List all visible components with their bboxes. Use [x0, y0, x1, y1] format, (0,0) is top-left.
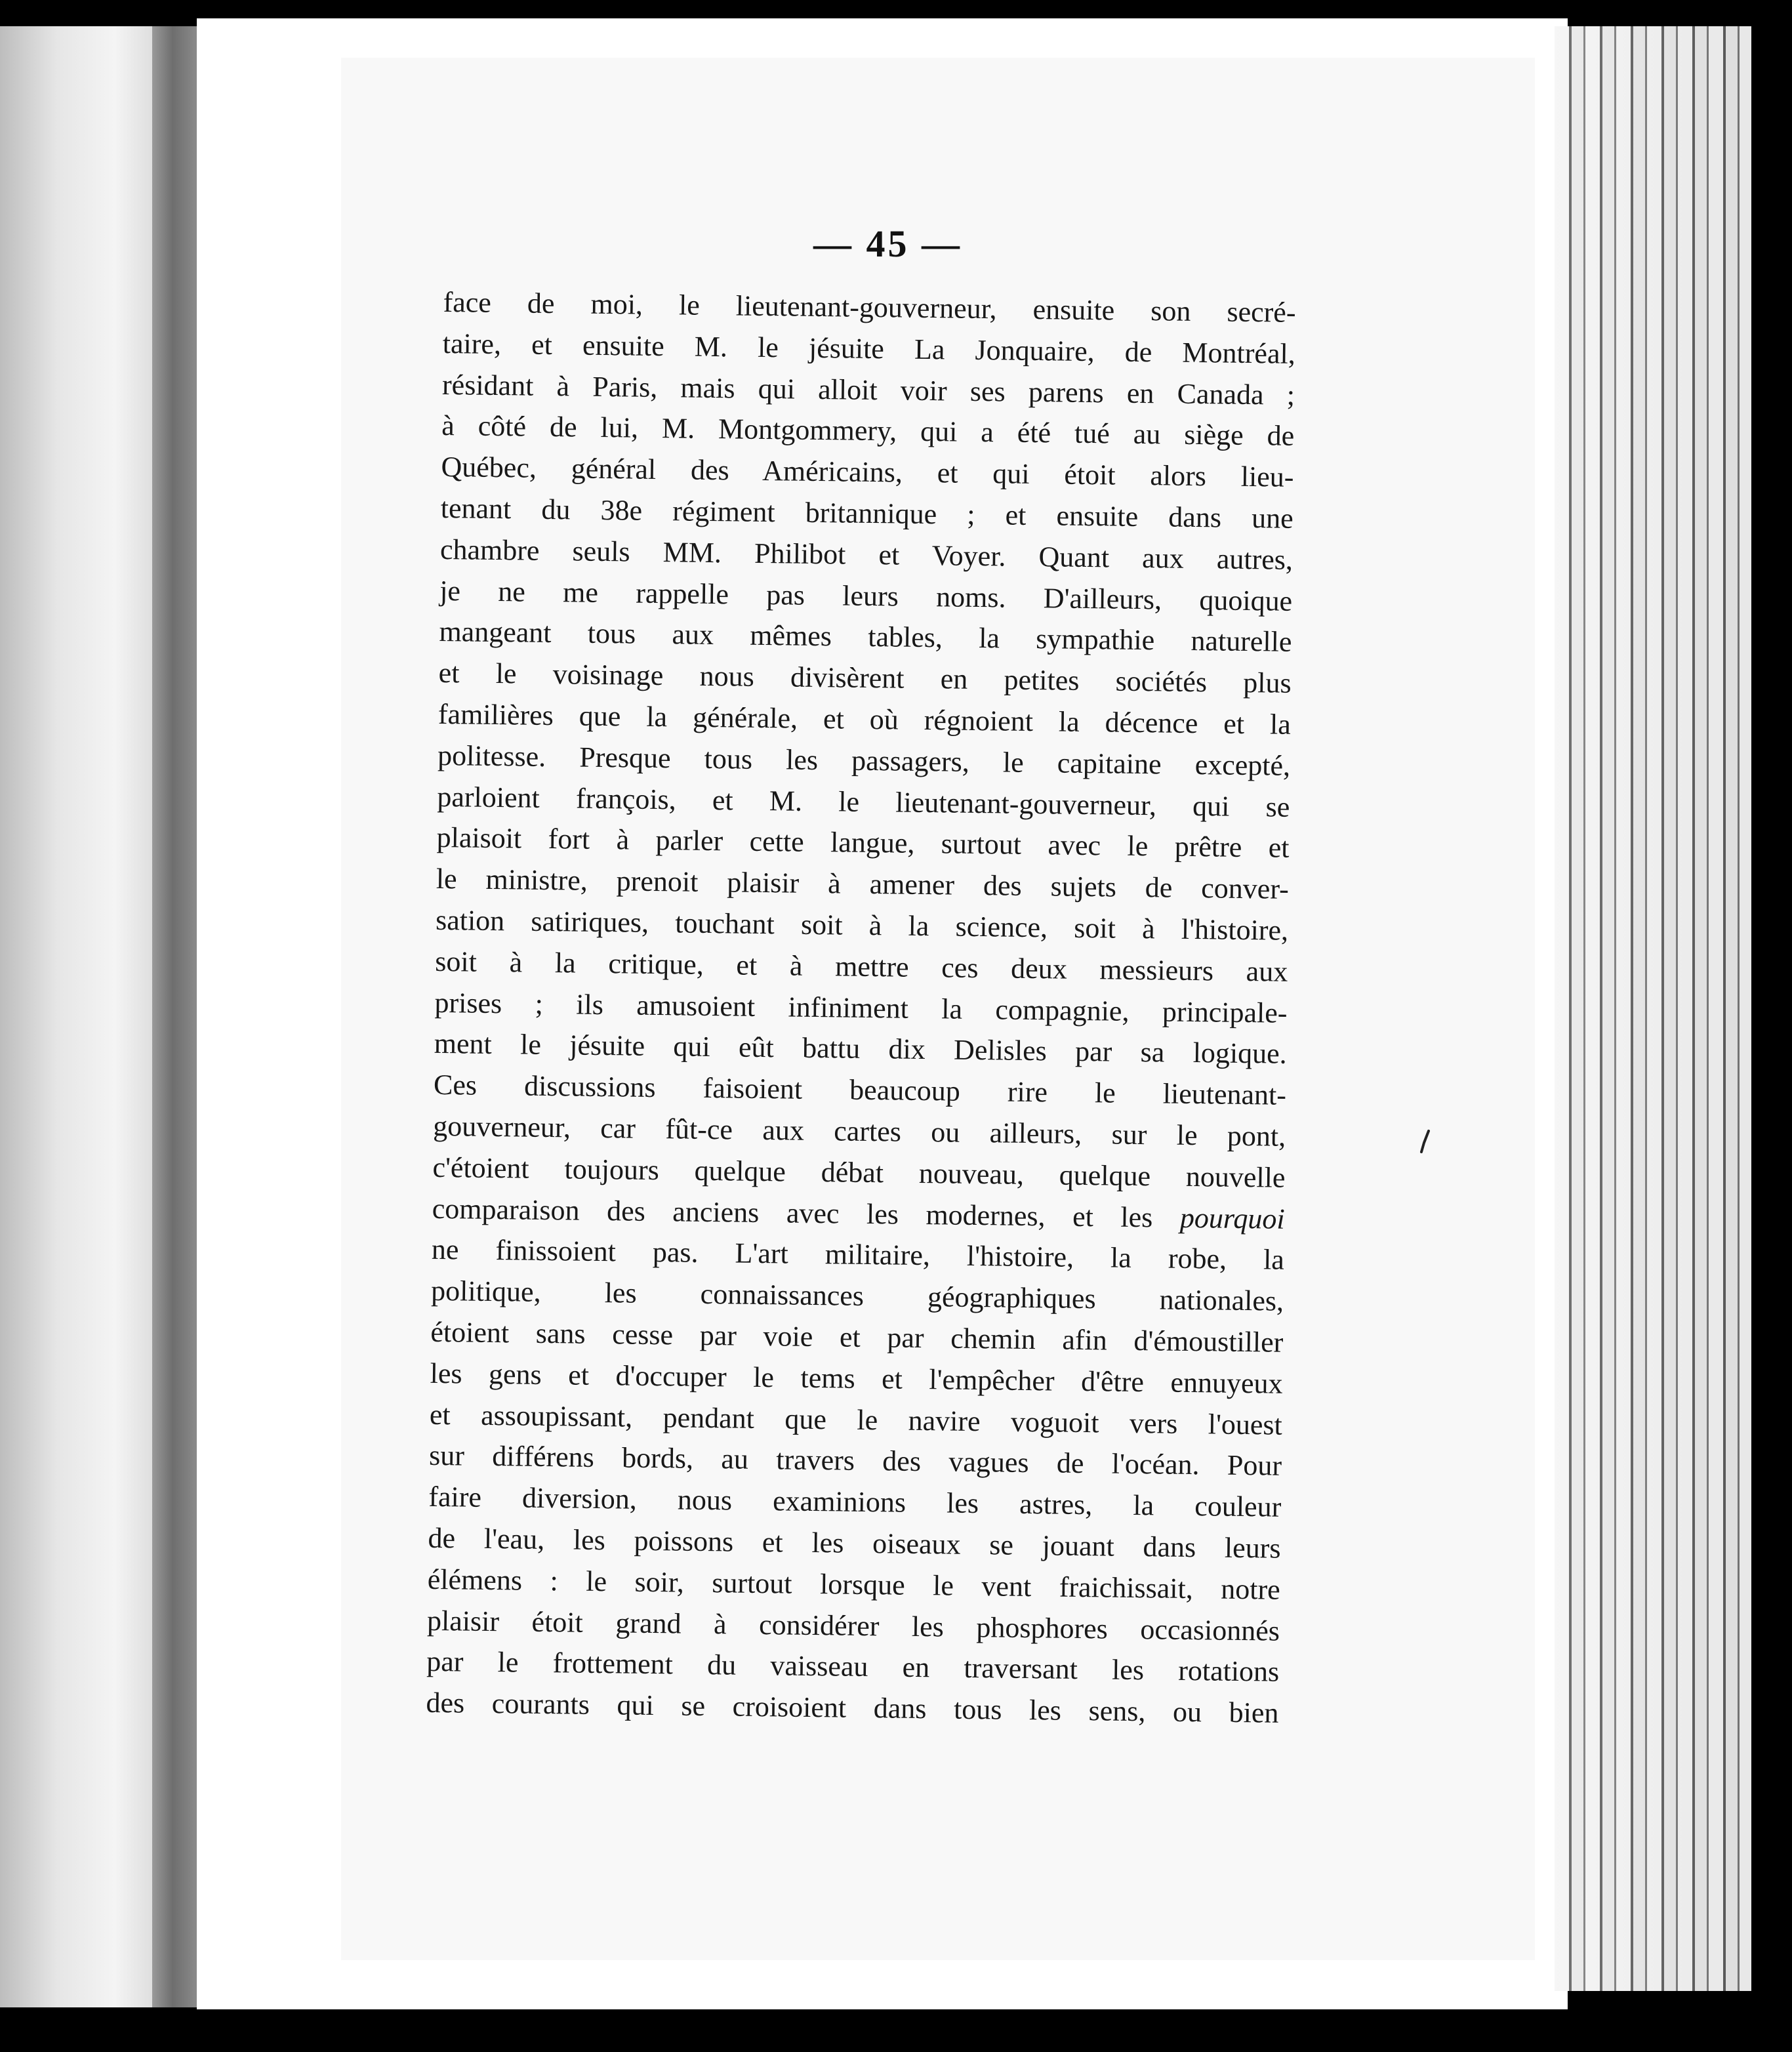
text-line: face de moi, le lieutenant-gouverneur, ensuite son secré- [443, 285, 1296, 329]
text-line: des courants qui se croisoient dans tous les sens, ou bien [426, 1686, 1279, 1729]
text-line: politique, les connaissances géographiques nationales, [430, 1275, 1284, 1317]
text-line: je ne me rappelle pas leurs noms. D'ailleurs, quoique [439, 574, 1293, 617]
text-line: et le voisinage nous divisèrent en petites sociétés plus [438, 657, 1292, 700]
text-line: chambre seuls MM. Philibot et Voyer. Quant aux autres, [439, 533, 1293, 576]
text-line: à côté de lui, M. Montgommery, qui a été tué au siège de [441, 409, 1295, 453]
page-number: — 45 — [813, 222, 962, 265]
italic-word: pourquoi [1179, 1201, 1285, 1235]
text-line: politesse. Presque tous les passagers, le capitaine excepté, [437, 739, 1291, 782]
text-line: élémens : le soir, surtout lorsque le vent fraichissait, notre [427, 1563, 1281, 1606]
text-line: parloient françois, et M. le lieutenant-gouverneur, qui se [437, 780, 1290, 823]
text-line: Ces discussions faisoient beaucoup rire le lieutenant- [433, 1069, 1287, 1111]
text-line: ment le jésuite qui eût battu dix Delisles par sa logique. [434, 1027, 1288, 1071]
text-line: tenant du 38e régiment britannique ; et ensuite dans une [440, 491, 1293, 535]
text-line: soit à la critique, et à mettre ces deux messieurs aux [435, 945, 1288, 988]
text-line: Québec, général des Américains, et qui étoit alors lieu- [441, 451, 1294, 494]
text-line: gouverneur, car fût-ce aux cartes ou ailleurs, sur le pont, [432, 1109, 1286, 1153]
margin-pencil-mark [1419, 1130, 1431, 1155]
text-line: sation satiriques, touchant soit à la science, soit à l'histoire, [435, 903, 1289, 947]
text-line: par le frottement du vaisseau en traversant les rotations [426, 1645, 1280, 1689]
text-line: les gens et d'occuper le tems et l'empêcher d'être ennuyeux [430, 1357, 1283, 1400]
text-line: le ministre, prenoit plaisir à amener des sujets de conver- [436, 863, 1290, 905]
text-line: familières que la générale, et où régnoient la décence et la [438, 697, 1292, 741]
page-block-shade [1555, 26, 1751, 1991]
text-line: mangeant tous aux mêmes tables, la sympathie naturelle [439, 615, 1292, 659]
text-line: plaisoit fort à parler cette langue, surtout avec le prêtre et [436, 821, 1290, 865]
text-line: et assoupissant, pendant que le navire voguoit vers l'ouest [429, 1398, 1283, 1441]
text-line: plaisir étoit grand à considérer les phosphores occasionnés [426, 1604, 1280, 1647]
text-line: étoient sans cesse par voie et par chemin afin d'émoustiller [430, 1315, 1284, 1359]
book-gutter [152, 26, 198, 2007]
text-line: taire, et ensuite M. le jésuite La Jonquaire, de Montréal, [442, 327, 1296, 370]
text-line: ne finissoient pas. L'art militaire, l'histoire, la robe, la [431, 1233, 1285, 1277]
text-line-start: comparaison des anciens avec les modernes, et les [432, 1192, 1181, 1234]
text-line: sur différens bords, au travers des vagues de l'océan. Pour [428, 1439, 1282, 1483]
text-line: prises ; ils amusoient infiniment la compagnie, principale- [434, 986, 1288, 1029]
text-line: c'étoient toujours quelque débat nouveau, quelque nouvelle [432, 1151, 1286, 1194]
left-page-edge [0, 26, 164, 2007]
text-line: faire diversion, nous examinions les astres, la couleur [428, 1480, 1282, 1523]
text-line: résidant à Paris, mais qui alloit voir ses parens en Canada ; [441, 368, 1295, 411]
body-text [426, 282, 1296, 1734]
text-line: de l'eau, les poissons et les oiseaux se jouant dans leurs [428, 1521, 1281, 1565]
